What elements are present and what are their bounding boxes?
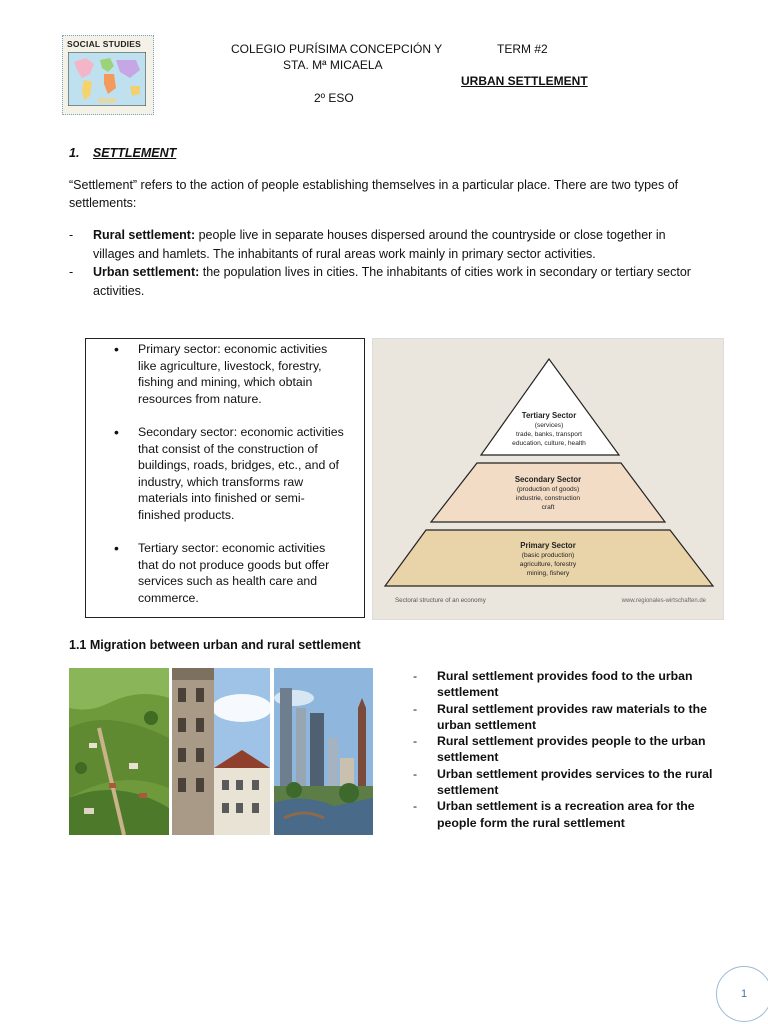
- text-line: urban settlement: [437, 717, 537, 732]
- text-line: that consist of the construction of: [138, 441, 318, 456]
- migration-list: [413, 668, 733, 831]
- school-name-line2: STA. Mª MICAELA: [283, 58, 383, 72]
- text-line: Rural settlement provides food to the urban: [437, 669, 693, 683]
- text-line: Rural settlement provides people to the urban: [437, 734, 706, 749]
- rural-term: Rural settlement:: [93, 228, 196, 242]
- secondary-desc: craft: [541, 504, 555, 511]
- rural-landscape-photo: [69, 668, 169, 835]
- economic-sectors-pyramid: [372, 338, 724, 620]
- text-line: settlement: [437, 685, 499, 700]
- list-item: [413, 668, 733, 701]
- list-item: [413, 766, 733, 799]
- urban-desc: the population lives in cities. The inhabitants of cities work in secondary or tertiary sector: [199, 265, 691, 279]
- tertiary-desc: education, culture, health: [512, 440, 586, 447]
- text-line: Secondary sector: economic activities: [138, 425, 344, 439]
- sectors-text-box: [85, 338, 365, 618]
- tertiary-desc: trade, banks, transport: [516, 431, 582, 438]
- text-line: Urban settlement is a recreation area for the: [437, 799, 695, 814]
- section-heading: [69, 146, 176, 160]
- tertiary-title: Tertiary Sector: [521, 411, 577, 420]
- school-name-line1: COLEGIO PURÍSIMA CONCEPCIÓN Y: [231, 42, 443, 56]
- sector-item-secondary: [86, 424, 364, 523]
- social-studies-logo: [62, 35, 154, 115]
- logo-text: SOCIAL STUDIES: [67, 39, 141, 49]
- rural-desc: people live in separate houses dispersed around the countryside or close together in: [195, 228, 666, 242]
- text-line: Rural settlement provides raw materials to the: [437, 701, 707, 716]
- pyramid-source: www.regionales-wirtschaften.de: [621, 598, 706, 604]
- text-line: commerce.: [138, 590, 199, 605]
- text-line: like agriculture, livestock, forestry,: [138, 358, 322, 373]
- topic-title: URBAN SETTLEMENT: [461, 74, 588, 88]
- subsection-title: 1.1 Migration between urban and rural settlement: [69, 638, 361, 652]
- urban-term: Urban settlement:: [93, 265, 200, 279]
- text-line: finished products.: [138, 507, 235, 522]
- text-line: buildings, roads, bridges, etc., and of: [138, 458, 339, 472]
- text-line: materials into finished or semi-: [138, 491, 305, 505]
- tertiary-sub: (services): [534, 422, 564, 429]
- list-item: [69, 226, 734, 263]
- list-item: [69, 263, 734, 300]
- primary-desc: mining, fishery: [526, 570, 570, 577]
- text-line: settlement: [437, 783, 499, 798]
- list-item: [413, 798, 733, 831]
- town-buildings-photo: [172, 668, 270, 835]
- pyramid-caption: Sectoral structure of an economy: [395, 597, 486, 604]
- text-line: industry, which transforms raw: [138, 474, 304, 489]
- text-line: people form the rural settlement: [437, 815, 625, 830]
- list-item: [413, 701, 733, 734]
- intro-line: settlements:: [69, 196, 137, 210]
- intro-line: “Settlement” refers to the action of people establishing themselves in a particular place. There are two types of: [69, 178, 679, 192]
- list-item: [413, 733, 733, 766]
- primary-title: Primary Sector: [520, 541, 576, 550]
- text-line: Urban settlement provides services to the rural: [437, 766, 713, 781]
- section-title: SETTLEMENT: [92, 146, 177, 160]
- text-line: resources from nature.: [138, 391, 262, 406]
- world-map-icon: [68, 52, 146, 106]
- text-line: that do not produce goods but offer: [138, 557, 330, 572]
- text-line: Tertiary sector: economic activities: [138, 541, 326, 555]
- primary-sub: (basic production): [521, 552, 575, 559]
- secondary-title: Secondary Sector: [514, 475, 582, 484]
- intro-paragraph: [69, 176, 729, 212]
- sector-item-tertiary: [86, 540, 364, 606]
- text-line: services such as health care and: [138, 574, 318, 588]
- city-skyline-photo: [274, 668, 373, 835]
- text-line: settlement: [437, 750, 499, 765]
- urban-desc-cont: activities.: [93, 283, 145, 298]
- sector-item-primary: [86, 341, 364, 407]
- grade-label: 2º ESO: [314, 91, 354, 105]
- secondary-sub: (production of goods): [516, 486, 580, 493]
- text-line: Primary sector: economic activities: [138, 342, 328, 356]
- primary-desc: agriculture, forestry: [519, 561, 577, 568]
- term-label: TERM #2: [497, 42, 548, 56]
- rural-desc-cont: villages and hamlets. The inhabitants of rural areas work mainly in primary sector activities.: [93, 246, 596, 261]
- secondary-desc: industrie, construction: [515, 495, 581, 502]
- page-number: 1: [716, 966, 768, 1022]
- section-number: 1.: [69, 146, 80, 160]
- settlement-types-list: [69, 226, 734, 300]
- text-line: fishing and mining, which obtain: [138, 375, 313, 389]
